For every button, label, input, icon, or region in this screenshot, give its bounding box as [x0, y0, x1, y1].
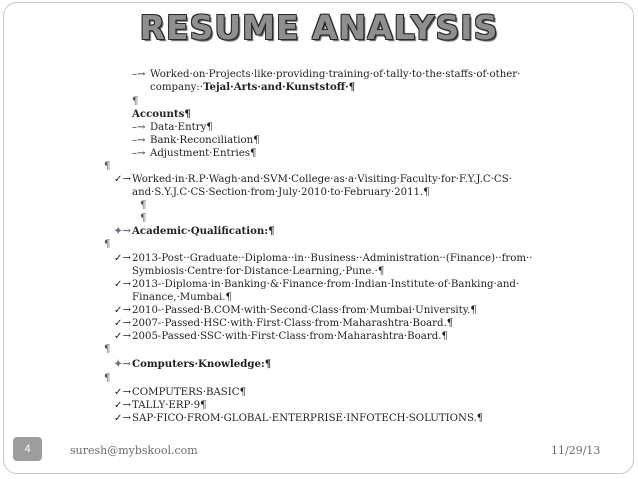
- check-arrow-icon: ✓→: [114, 318, 132, 329]
- check-arrow-icon: ✓→: [114, 253, 132, 264]
- section-heading: ✦→Academic·Qualification:¶: [114, 225, 275, 237]
- slide-title: RESUME ANALYSIS: [139, 8, 499, 47]
- tab-arrow-icon: –→: [132, 122, 146, 133]
- diamond-arrow-icon: ✦→: [114, 358, 132, 370]
- footer-email: suresh@mybskool.com: [70, 444, 198, 457]
- paragraph-mark: ¶: [104, 344, 111, 355]
- list-item: and·S.Y.J.C·CS·Section·from·July·2010·to·February·2011.¶: [132, 187, 430, 198]
- check-arrow-icon: ✓→: [114, 400, 132, 411]
- list-item: –→ Adjustment·Entries¶: [132, 148, 257, 159]
- list-item: ✓→2010-·Passed·B.COM·with·Second·Class·from·Mumbai·University.¶: [114, 305, 477, 316]
- list-item: ✓→COMPUTERS·BASIC¶: [114, 387, 247, 398]
- list-item: Symbiosis·Centre·for·Distance·Learning,·Pune.·¶: [132, 266, 385, 277]
- section-heading: ✦→Computers·Knowledge:¶: [114, 358, 272, 370]
- footer-date: 11/29/13: [551, 444, 601, 457]
- paragraph-mark: ¶: [132, 96, 139, 107]
- check-arrow-icon: ✓→: [114, 387, 132, 398]
- tab-arrow-icon: –→: [132, 148, 146, 159]
- tab-arrow-icon: –→: [132, 135, 146, 146]
- paragraph-mark: ¶: [104, 373, 111, 384]
- list-item: ✓→2005-Passed·SSC·with·First·Class·from·Maharashtra·Board.¶: [114, 331, 448, 342]
- list-item: ✓→TALLY·ERP·9¶: [114, 400, 207, 411]
- list-item: Finance,·Mumbai.¶: [132, 292, 232, 303]
- list-item: –→ Worked·on·Projects·like·providing·training·of·tally·to·the·staffs·of·other·: [132, 69, 521, 80]
- check-arrow-icon: ✓→: [114, 279, 132, 290]
- list-item: –→ Bank·Reconciliation¶: [132, 135, 260, 146]
- check-arrow-icon: ✓→: [114, 331, 132, 342]
- paragraph-mark: ¶: [104, 161, 111, 172]
- paragraph-mark: ¶: [140, 200, 147, 211]
- check-arrow-icon: ✓→: [114, 413, 132, 424]
- list-item: –→ Data·Entry¶: [132, 122, 213, 133]
- tab-arrow-icon: –→: [132, 69, 146, 80]
- section-heading: Accounts¶: [132, 108, 191, 120]
- check-arrow-icon: ✓→: [114, 305, 132, 316]
- list-item: ✓→2013-Post··Graduate··Diploma··in··Business··Administration··(Finance)··from··: [114, 253, 533, 264]
- list-item: ✓→SAP·FICO·FROM·GLOBAL·ENTERPRISE·INFOTECH·SOLUTIONS.¶: [114, 413, 484, 424]
- paragraph-mark: ¶: [104, 239, 111, 250]
- diamond-arrow-icon: ✦→: [114, 225, 132, 237]
- list-item: company:·Tejal·Arts·and·Kunststoff·¶: [150, 81, 356, 93]
- list-item: ✓→2013-·Diploma·in·Banking·&·Finance·from·Indian·Institute·of·Banking·and·: [114, 279, 520, 290]
- paragraph-mark: ¶: [140, 213, 147, 224]
- list-item: ✓→2007-·Passed·HSC·with·First·Class·from·Maharashtra·Board.¶: [114, 318, 454, 329]
- list-item: ✓→Worked·in·R.P·Wagh·and·SVM·College·as·a·Visiting·Faculty·for·F.Y.J.C·CS·: [114, 174, 512, 185]
- check-arrow-icon: ✓→: [114, 174, 132, 185]
- page-number: 4: [13, 437, 42, 461]
